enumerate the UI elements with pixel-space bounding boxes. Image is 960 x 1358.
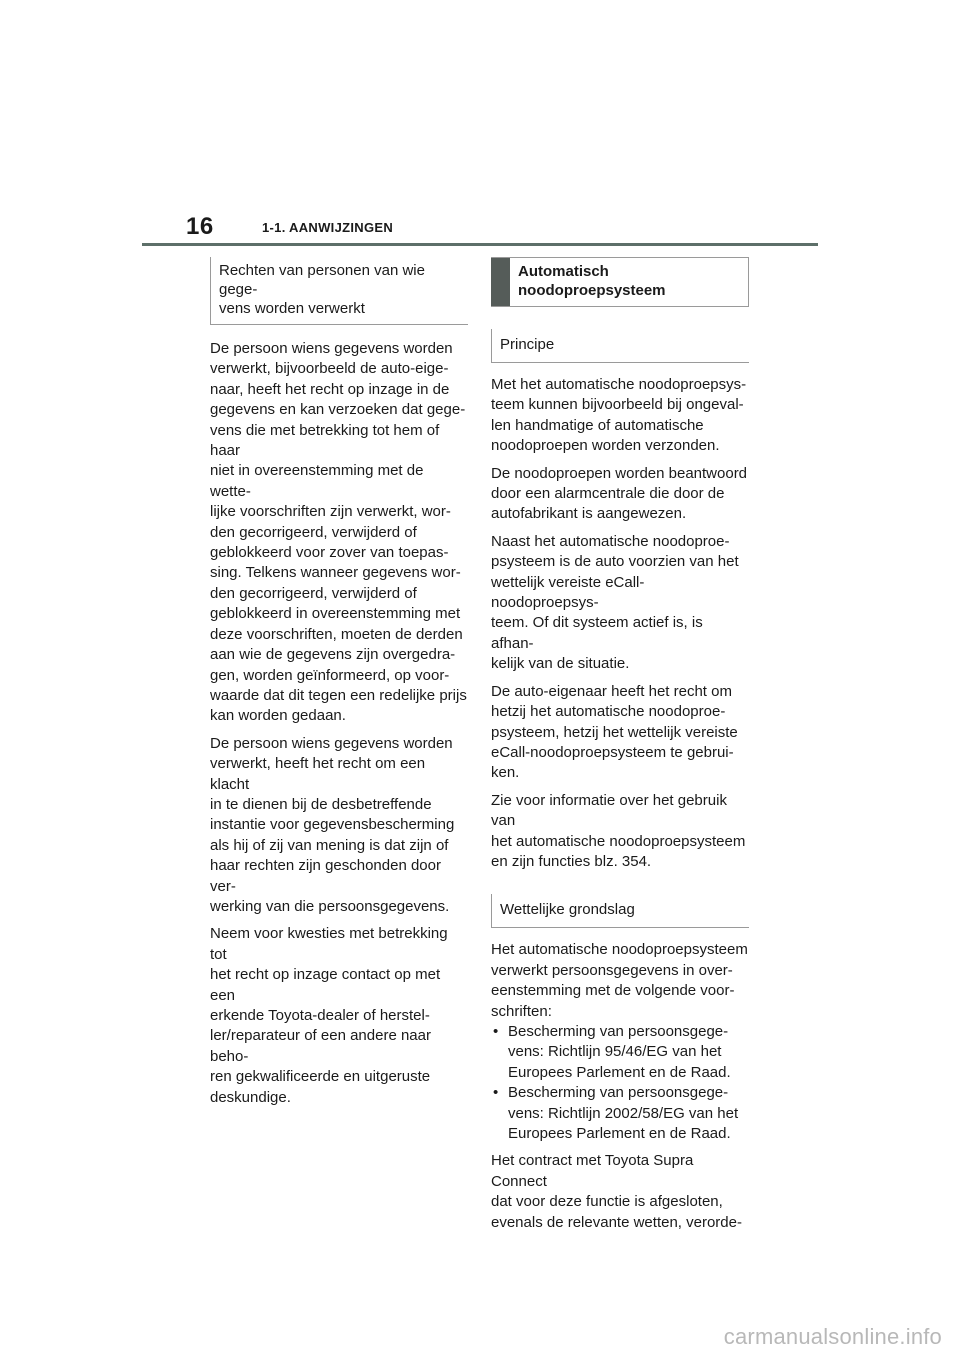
page-number: 16 [186, 213, 214, 240]
paragraph-principe-2: De noodoproepen worden beantwoord door een alarmcentrale die door de autofabrikant is aangewezen. [491, 464, 748, 523]
heading-noodoproep-line2: noodoproepsysteem [518, 282, 666, 299]
bullet-richtlijn-2002-58: • Bescherming van persoonsgege- vens: Richtlijn 2002/58/EG van het Europees Parlement en de Raad. [491, 1083, 749, 1144]
heading-noodoproep-line1: Automatisch [518, 263, 609, 280]
subheading-grondslag: Wettelijke grondslag [491, 894, 749, 928]
left-column [210, 257, 468, 1115]
paragraph-principe-3: Naast het automatische noodoproe- psysteem is de auto voorzien van het wettelijk vereiste eCall-noodoproepsys- teem. Of dit systeem actief is, is afhan- kelijk van de situatie. [491, 532, 739, 673]
subheading-principe: Principe [491, 329, 749, 363]
paragraph-grondslag-closing: Het contract met Toyota Supra Connect dat voor deze functie is afgesloten, evenals de relevante wetten, verorde- [491, 1152, 742, 1231]
watermark: carmanualsonline.info [723, 1324, 942, 1349]
heading-rechten [210, 257, 468, 325]
paragraph-principe-1: Met het automatische noodoproepsys- teem kunnen bijvoorbeeld bij ongeval- len handmatige of automatische noodoproepen worden verzonden. [491, 376, 747, 455]
paragraph-grondslag-intro: Het automatische noodoproepsysteem verwerkt persoonsgegevens in over- eenstemming met de volgende voor- schriften: [491, 941, 748, 1020]
heading-rechten-line2: vens worden verwerkt [219, 300, 365, 317]
bullet-richtlijn-95-46: • Bescherming van persoonsgege- vens: Richtlijn 95/46/EG van het Europees Parlement en de Raad. [491, 1022, 749, 1083]
paragraph-principe-5: Zie voor informatie over het gebruik van het automatische noodoproepsysteem en zijn functies blz. 354. [491, 791, 746, 870]
paragraph-principe-4: De auto-eigenaar heeft het recht om hetzij het automatische noodoproe- psysteem, hetzij het wettelijk vereiste eCall-noodoproepsysteem te gebrui- ken. [491, 682, 738, 782]
heading-noodoproepsysteem [491, 257, 749, 307]
header-rule [142, 243, 818, 246]
heading-rechten-line1: Rechten van personen van wie gege- [219, 262, 425, 298]
paragraph-klacht: De persoon wiens gegevens worden verwerkt, heeft het recht om een klacht in te dienen bij de desbetreffende instantie voor gegevensbescherming als hij of zij van mening is dat zijn of haar rechten zijn geschonden door ver- werking van die persoonsgegevens. [210, 734, 455, 915]
grondslag-bullets [491, 1022, 749, 1144]
section-title: 1-1. AANWIJZINGEN [262, 220, 394, 235]
right-column [491, 257, 749, 1240]
paragraph-contact: Neem voor kwesties met betrekking tot het recht op inzage contact op met een erkende Toyota-dealer of herstel- ler/reparateur of een andere naar beho- ren gekwalificeerde en uitgeruste deskundige. [210, 925, 448, 1106]
paragraph-inzage: De persoon wiens gegevens worden verwerkt, bijvoorbeeld de auto-eige- naar, heeft het recht op inzage in de gegevens en kan verzoeken dat gege- vens die met betrekking tot hem of haar niet in overeenstemming met de wette- lijke voorschriften zijn verwerkt, wor- den gecorrigeerd, verwijderd of geblokkeerd voor zover van toepas- sing. Telkens wanneer gegevens wor- den gecorrigeerd, verwijderd of geblokkeerd in overeenstemming met deze voorschriften, moeten de derden aan wie de gegevens zijn overgedra- gen, worden geïnformeerd, op voor- waarde dat dit tegen een redelijke prijs kan worden gedaan. [210, 340, 467, 725]
